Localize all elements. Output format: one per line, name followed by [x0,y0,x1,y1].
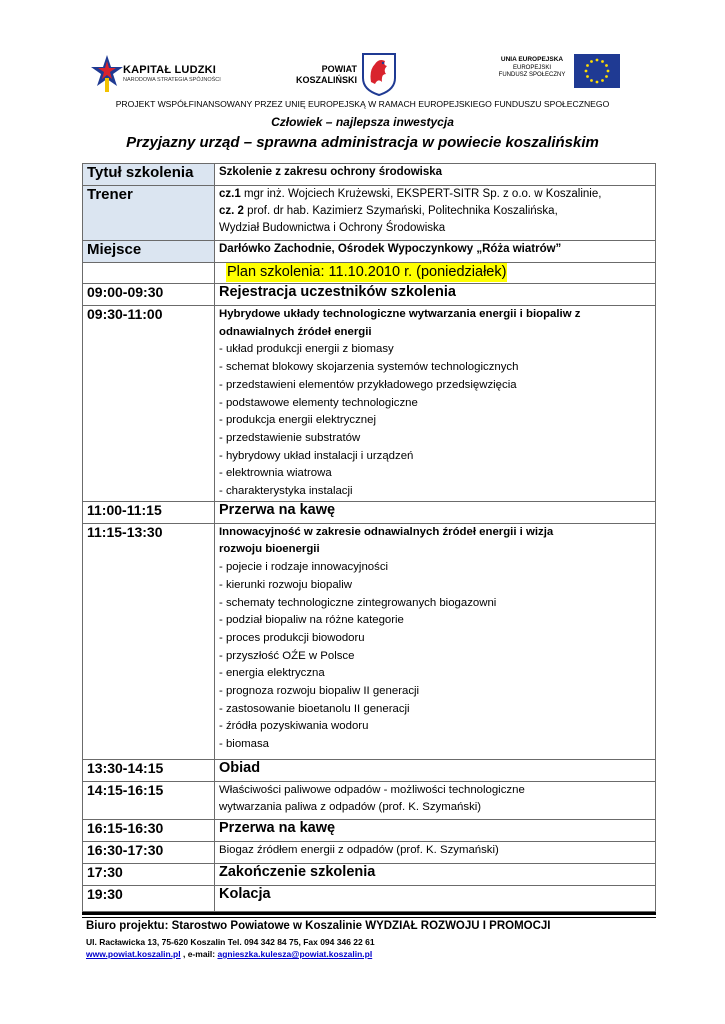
time-slot: 11:15-13:30 [83,523,215,759]
plan-row [83,263,656,284]
topic-item: - schematy technologiczne zintegrowanych biogazowni [219,596,497,609]
topic-item: - przyszłość OŹE w Polsce [219,649,355,662]
trainer-part1: cz.1 mgr inż. Wojciech Krużewski, EKSPERT-SITR Sp. z o.o. w Koszalinie, [219,188,602,200]
website-link[interactable]: www.powiat.koszalin.pl [86,949,181,959]
topic-item: - energia elektryczna [219,667,325,680]
eu-line3: FUNDUSZ SPOŁECZNY [498,72,566,78]
time-slot: 19:30 [83,885,215,911]
footer-office: Biuro projektu: Starostwo Powiatowe w Koszalinie WYDZIAŁ ROZWOJU I PROMOCJI [86,920,551,932]
session-details [215,841,656,863]
topic-item: - schemat blokowy skojarzenia systemów technologicznych [219,361,519,374]
topic-item: - biomasa [219,738,270,751]
topic-item: - produkcja energii elektrycznej [219,414,377,427]
session-title: Przerwa na kawę [215,501,656,523]
session-heading-cont: rozwoju bioenergii [219,543,320,556]
page-title: Przyjazny urząd – sprawna administracja w powiecie koszalińskim [126,134,599,151]
session-heading-cont: odnawialnych źródeł energii [219,325,372,338]
plan-title: Plan szkolenia: 11.10.2010 r. (poniedziałek) [227,264,507,280]
trainer-part2-cont: Wydział Budownictwa i Ochrony Środowiska [219,222,446,234]
eu-logo [482,46,622,92]
place-label: Miejsce [83,241,215,263]
eu-line2: EUROPEJSKI [512,64,551,71]
session-title: Przerwa na kawę [215,819,656,841]
topic-item: - kierunki rozwoju biopaliw [219,578,352,591]
powiat-line1: POWIAT [321,64,357,74]
session-details [215,523,656,759]
topic-item: - pojecie i rodzaje innowacyjności [219,561,389,574]
topic-item: - układ produkcji energii z biomasy [219,343,394,356]
session-title: Kolacja [215,885,656,911]
info-row-trainer [83,186,656,241]
topic-item: - podstawowe elementy technologiczne [219,396,418,409]
time-slot: 16:30-17:30 [83,841,215,863]
eu-flag-icon [574,54,620,88]
schedule-row [83,863,656,885]
info-row-place [83,241,656,263]
session-details [215,781,656,819]
schedule-row [83,841,656,863]
schedule-row [83,306,656,502]
session-details [215,306,656,502]
schedule-row [83,781,656,819]
eu-line1: UNIA EUROPEJSKA [500,56,564,63]
topic-item: - charakterystyka instalacji [219,485,353,498]
session-heading: Innowacyjność w zakresie odnawialnych źródeł energii i wizja [219,525,554,538]
place-value: Darłówko Zachodnie, Ośrodek Wypoczynkowy „Róża wiatrów” [215,241,656,263]
session-line: Biogaz źródłem energii z odpadów (prof. K. Szymański) [219,843,499,856]
email-label: , e-mail: [180,949,218,959]
kapital-ludzki-icon [89,53,125,93]
footer-divider-thin [82,917,656,918]
time-slot: 17:30 [83,863,215,885]
footer-divider [82,912,656,915]
powiat-line2: KOSZALIŃSKI [295,75,357,85]
session-title: Rejestracja uczestników szkolenia [215,284,656,306]
topic-item: - zastosowanie bioetanolu II generacji [219,702,410,715]
powiat-logo [285,50,405,96]
time-slot: 09:00-09:30 [83,284,215,306]
kapital-ludzki-logo [85,50,225,96]
info-row-title [83,164,656,186]
schedule-row [83,284,656,306]
trainer-value [215,186,656,241]
time-slot: 11:00-11:15 [83,501,215,523]
griffin-crest-icon [361,52,397,96]
session-line: wytwarzania paliwa z odpadów (prof. K. Szymański) [219,801,482,814]
kapital-ludzki-name: KAPITAŁ LUDZKI [123,64,217,76]
schedule-row [83,523,656,759]
header-subtitle: Człowiek – najlepsza inwestycja [271,115,454,129]
time-slot: 13:30-14:15 [83,759,215,781]
project-cofinancing-line: PROJEKT WSPÓŁFINANSOWANY PRZEZ UNIĘ EUROPEJSKĄ W RAMACH EUROPEJSKIEGO FUNDUSZU SPOŁECZNEGO [115,99,610,109]
header-logos [0,0,725,100]
schedule-row [83,759,656,781]
email-link[interactable]: agnieszka.kulesza@powiat.koszalin.pl [217,949,373,959]
title-label: Tytuł szkolenia [83,164,215,186]
schedule-row [83,885,656,911]
topic-item: - elektrownia wiatrowa [219,467,332,480]
topic-item: - proces produkcji biowodoru [219,631,365,644]
time-slot: 14:15-16:15 [83,781,215,819]
schedule-row [83,819,656,841]
training-schedule-table [82,163,656,912]
topic-item: - źródła pozyskiwania wodoru [219,720,369,733]
session-heading: Hybrydowe układy technologiczne wytwarzania energii i biopaliw z [219,308,581,320]
session-line: Właściwości paliwowe odpadów - możliwości technologiczne [219,783,525,796]
footer-contacts [86,949,372,959]
schedule-row [83,501,656,523]
plan-title-cell [215,263,656,284]
topic-item: - podział biopaliw na różne kategorie [219,614,404,627]
topic-item: - przedstawieni elementów przykładowego przedsięwzięcia [219,378,517,391]
topic-item: - prognoza rozwoju biopaliw II generacji [219,685,420,698]
session-title: Zakończenie szkolenia [215,863,656,885]
title-value: Szkolenie z zakresu ochrony środowiska [215,164,656,186]
trainer-label: Trener [83,186,215,241]
footer-address: Ul. Racławicka 13, 75-620 Koszalin Tel. 094 342 84 75, Fax 094 346 22 61 [86,937,375,947]
trainer-part2: cz. 2 prof. dr hab. Kazimierz Szymański, Politechnika Koszalińska, [219,205,558,217]
session-title: Obiad [215,759,656,781]
kapital-ludzki-tagline: NARODOWA STRATEGIA SPÓJNOŚCI [123,77,221,83]
topic-item: - hybrydowy układ instalacji i urządzeń [219,449,414,462]
topic-item: - przedstawienie substratów [219,431,361,444]
time-slot: 16:15-16:30 [83,819,215,841]
time-slot: 09:30-11:00 [83,306,215,502]
